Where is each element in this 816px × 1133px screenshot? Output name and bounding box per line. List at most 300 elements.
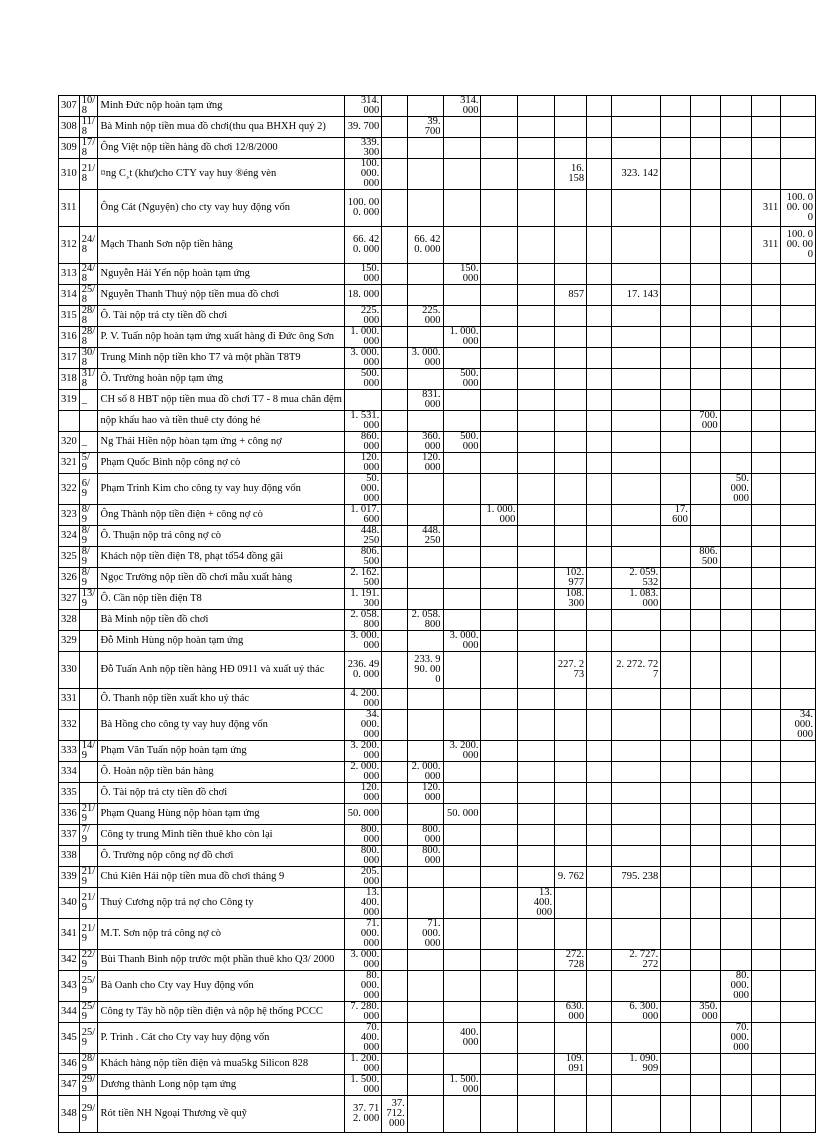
row-number: 326	[59, 568, 80, 589]
row-date: 25/ 9	[79, 1023, 98, 1054]
row-cell-c16	[751, 1054, 780, 1075]
row-cell-c14	[690, 369, 720, 390]
row-amount: 120. 000	[344, 453, 381, 474]
row-cell-c7	[443, 505, 481, 526]
row-cell-c9	[518, 825, 555, 846]
table-row	[59, 689, 816, 710]
row-description: Ô. Cần nộp tiền điện T8	[98, 589, 344, 610]
row-cell-c12	[611, 804, 660, 825]
row-amount: 2. 058. 800	[344, 610, 381, 631]
row-amount: 34. 000. 000	[344, 710, 381, 741]
row-cell-c14	[690, 348, 720, 369]
row-number: 307	[59, 96, 80, 117]
row-cell-c7	[443, 526, 481, 547]
row-cell-c15	[720, 950, 751, 971]
row-cell-c6: 800. 000	[407, 846, 443, 867]
table-row	[59, 547, 816, 568]
row-cell-c9	[518, 1096, 555, 1133]
row-cell-c10: 227. 273	[555, 652, 587, 689]
row-date: 21/ 9	[79, 804, 98, 825]
row-cell-c6	[407, 369, 443, 390]
row-cell-c8	[481, 1002, 518, 1023]
row-cell-c7	[443, 568, 481, 589]
row-cell-c5	[382, 971, 408, 1002]
row-cell-c10	[555, 1075, 587, 1096]
row-cell-c6: 39. 700	[407, 117, 443, 138]
row-number: 321	[59, 453, 80, 474]
row-cell-c13	[661, 96, 691, 117]
table-row	[59, 919, 816, 950]
row-cell-c7	[443, 919, 481, 950]
row-cell-c9	[518, 652, 555, 689]
row-cell-c14	[690, 432, 720, 453]
row-date: _	[79, 432, 98, 453]
row-cell-c7	[443, 846, 481, 867]
row-cell-c9	[518, 96, 555, 117]
row-cell-c10	[555, 1023, 587, 1054]
row-cell-c8	[481, 1075, 518, 1096]
row-cell-c17	[781, 846, 816, 867]
row-cell-c15	[720, 652, 751, 689]
row-cell-c9	[518, 846, 555, 867]
row-cell-c10	[555, 919, 587, 950]
row-cell-c6	[407, 867, 443, 888]
row-cell-c16	[751, 138, 780, 159]
row-number: 319	[59, 390, 80, 411]
table-row	[59, 804, 816, 825]
row-cell-c5	[382, 474, 408, 505]
row-amount: 66. 420. 000	[344, 227, 381, 264]
row-cell-c7	[443, 825, 481, 846]
row-cell-c6	[407, 689, 443, 710]
row-description: Phạm Trình Kim cho công ty vay huy động vốn	[98, 474, 344, 505]
table-row	[59, 526, 816, 547]
row-cell-c16	[751, 1075, 780, 1096]
row-date: 21/ 8	[79, 159, 98, 190]
row-cell-c7: 3. 000. 000	[443, 631, 481, 652]
row-cell-c10	[555, 689, 587, 710]
row-cell-c16	[751, 1023, 780, 1054]
row-cell-c13	[661, 190, 691, 227]
row-cell-c14	[690, 1096, 720, 1133]
row-cell-c9	[518, 432, 555, 453]
row-cell-c6	[407, 1054, 443, 1075]
row-cell-c8	[481, 117, 518, 138]
row-cell-c11	[587, 631, 612, 652]
row-date: 30/ 8	[79, 348, 98, 369]
row-cell-c8	[481, 867, 518, 888]
row-cell-c5	[382, 369, 408, 390]
row-description: Ông Cát (Nguyện) cho cty vay huy động vốn	[98, 190, 344, 227]
table-row	[59, 96, 816, 117]
table-row	[59, 369, 816, 390]
row-cell-c12	[611, 710, 660, 741]
row-amount: 2. 000. 000	[344, 762, 381, 783]
table-row	[59, 589, 816, 610]
row-cell-c10: 108. 300	[555, 589, 587, 610]
row-cell-c12	[611, 825, 660, 846]
row-number: 313	[59, 264, 80, 285]
row-cell-c10	[555, 631, 587, 652]
row-cell-c10	[555, 474, 587, 505]
row-cell-c5	[382, 610, 408, 631]
row-description: Phạm Quang Hùng nộp hòan tạm ứng	[98, 804, 344, 825]
row-cell-c17	[781, 390, 816, 411]
table-row	[59, 411, 816, 432]
row-amount: 3. 200. 000	[344, 741, 381, 762]
row-date: 22/ 9	[79, 950, 98, 971]
row-cell-c9	[518, 1075, 555, 1096]
row-cell-c13	[661, 526, 691, 547]
row-cell-c17	[781, 96, 816, 117]
row-cell-c11	[587, 919, 612, 950]
row-cell-c9	[518, 950, 555, 971]
row-cell-c10: 9. 762	[555, 867, 587, 888]
row-cell-c11	[587, 1054, 612, 1075]
row-cell-c8	[481, 568, 518, 589]
row-cell-c16: 311	[751, 227, 780, 264]
row-cell-c6	[407, 327, 443, 348]
row-cell-c10	[555, 227, 587, 264]
row-cell-c12: 1. 090. 909	[611, 1054, 660, 1075]
row-cell-c8	[481, 190, 518, 227]
row-cell-c15	[720, 589, 751, 610]
row-cell-c17	[781, 547, 816, 568]
row-amount: 3. 000. 000	[344, 950, 381, 971]
row-cell-c7	[443, 689, 481, 710]
row-number: 330	[59, 652, 80, 689]
row-date: 8/ 9	[79, 547, 98, 568]
row-cell-c11	[587, 526, 612, 547]
table-row	[59, 1075, 816, 1096]
row-cell-c14: 350. 000	[690, 1002, 720, 1023]
row-amount: 2. 162. 500	[344, 568, 381, 589]
row-cell-c14	[690, 919, 720, 950]
row-cell-c12	[611, 631, 660, 652]
row-cell-c12	[611, 1075, 660, 1096]
row-cell-c5	[382, 190, 408, 227]
row-cell-c8	[481, 432, 518, 453]
row-cell-c5	[382, 348, 408, 369]
row-cell-c11	[587, 610, 612, 631]
row-cell-c13: 17. 600	[661, 505, 691, 526]
row-cell-c14	[690, 159, 720, 190]
row-cell-c7	[443, 453, 481, 474]
row-cell-c13	[661, 1023, 691, 1054]
row-amount: 860. 000	[344, 432, 381, 453]
row-cell-c10	[555, 138, 587, 159]
row-cell-c11	[587, 762, 612, 783]
row-cell-c5	[382, 453, 408, 474]
row-cell-c14	[690, 783, 720, 804]
row-cell-c17	[781, 285, 816, 306]
row-cell-c15: 80. 000. 000	[720, 971, 751, 1002]
row-cell-c13	[661, 1096, 691, 1133]
row-cell-c15	[720, 138, 751, 159]
row-cell-c13	[661, 846, 691, 867]
row-cell-c8	[481, 971, 518, 1002]
row-number: 339	[59, 867, 80, 888]
row-cell-c7	[443, 589, 481, 610]
row-cell-c5	[382, 1054, 408, 1075]
row-cell-c8	[481, 783, 518, 804]
row-cell-c17	[781, 138, 816, 159]
row-cell-c9	[518, 710, 555, 741]
row-cell-c15	[720, 348, 751, 369]
row-description: Đỗ Minh Hùng nộp hoàn tạm ứng	[98, 631, 344, 652]
row-cell-c8	[481, 950, 518, 971]
row-cell-c14	[690, 589, 720, 610]
row-cell-c15	[720, 741, 751, 762]
row-cell-c15	[720, 888, 751, 919]
row-cell-c15: 50. 000. 000	[720, 474, 751, 505]
row-cell-c5	[382, 652, 408, 689]
row-cell-c12	[611, 117, 660, 138]
row-number: 324	[59, 526, 80, 547]
row-cell-c11	[587, 971, 612, 1002]
row-cell-c13	[661, 369, 691, 390]
row-cell-c5	[382, 117, 408, 138]
row-cell-c10	[555, 453, 587, 474]
row-description: Ô. Trường hoàn nộp tạm ứng	[98, 369, 344, 390]
row-cell-c5	[382, 950, 408, 971]
row-cell-c6: 120. 000	[407, 783, 443, 804]
row-date	[79, 783, 98, 804]
row-cell-c10	[555, 117, 587, 138]
table-row	[59, 867, 816, 888]
row-amount: 448. 250	[344, 526, 381, 547]
row-cell-c6	[407, 631, 443, 652]
row-description: P. Trình . Cát cho Cty vay huy động vốn	[98, 1023, 344, 1054]
row-cell-c8	[481, 138, 518, 159]
row-description: Đỗ Tuấn Anh nộp tiền hàng HĐ 0911 và xuất uỷ thác	[98, 652, 344, 689]
table-row	[59, 505, 816, 526]
row-date: 29/ 9	[79, 1096, 98, 1133]
row-description: Dương thành Long nộp tạm ứng	[98, 1075, 344, 1096]
row-cell-c17	[781, 589, 816, 610]
row-cell-c12: 2. 727. 272	[611, 950, 660, 971]
row-date: 10/ 8	[79, 96, 98, 117]
row-cell-c12	[611, 505, 660, 526]
row-cell-c11	[587, 589, 612, 610]
table-row	[59, 1002, 816, 1023]
row-cell-c10	[555, 610, 587, 631]
table-row	[59, 306, 816, 327]
row-cell-c7	[443, 971, 481, 1002]
row-cell-c13	[661, 306, 691, 327]
row-amount: 100. 000. 000	[344, 190, 381, 227]
row-cell-c7	[443, 285, 481, 306]
row-cell-c11	[587, 783, 612, 804]
row-cell-c8	[481, 348, 518, 369]
row-cell-c6: 3. 000. 000	[407, 348, 443, 369]
row-cell-c5	[382, 825, 408, 846]
row-cell-c14	[690, 846, 720, 867]
row-cell-c11	[587, 390, 612, 411]
row-cell-c13	[661, 710, 691, 741]
row-cell-c16	[751, 390, 780, 411]
row-cell-c9	[518, 327, 555, 348]
row-cell-c5	[382, 783, 408, 804]
row-cell-c7	[443, 117, 481, 138]
row-cell-c7	[443, 348, 481, 369]
row-cell-c16	[751, 306, 780, 327]
row-cell-c10	[555, 804, 587, 825]
row-cell-c10: 16. 158	[555, 159, 587, 190]
row-number: 323	[59, 505, 80, 526]
row-cell-c11	[587, 950, 612, 971]
table-row	[59, 1096, 816, 1133]
row-cell-c8	[481, 159, 518, 190]
row-cell-c16	[751, 1002, 780, 1023]
table-row	[59, 453, 816, 474]
row-cell-c5	[382, 867, 408, 888]
row-cell-c6: 448. 250	[407, 526, 443, 547]
row-number: 334	[59, 762, 80, 783]
row-cell-c13	[661, 867, 691, 888]
row-cell-c8	[481, 741, 518, 762]
row-amount: 1. 191. 300	[344, 589, 381, 610]
row-cell-c6	[407, 589, 443, 610]
row-cell-c7	[443, 652, 481, 689]
row-cell-c11	[587, 1096, 612, 1133]
row-cell-c6	[407, 1002, 443, 1023]
row-cell-c12	[611, 689, 660, 710]
row-cell-c12	[611, 327, 660, 348]
row-cell-c9	[518, 867, 555, 888]
row-description: Ngọc Trường nộp tiền đồ chơi mẫu xuất hàng	[98, 568, 344, 589]
row-cell-c15	[720, 568, 751, 589]
row-cell-c5	[382, 285, 408, 306]
table-row	[59, 825, 816, 846]
row-cell-c16	[751, 919, 780, 950]
row-cell-c17: 34. 000. 000	[781, 710, 816, 741]
row-cell-c6	[407, 1096, 443, 1133]
row-cell-c16	[751, 411, 780, 432]
row-date: 24/ 8	[79, 227, 98, 264]
row-cell-c6: 831. 000	[407, 390, 443, 411]
row-cell-c12	[611, 741, 660, 762]
row-cell-c17	[781, 411, 816, 432]
row-cell-c16	[751, 689, 780, 710]
row-cell-c17	[781, 825, 816, 846]
row-cell-c14	[690, 190, 720, 227]
row-cell-c16	[751, 474, 780, 505]
row-cell-c13	[661, 285, 691, 306]
row-description: Chú Kiên Hải nộp tiền mua đồ chơi tháng 9	[98, 867, 344, 888]
row-cell-c13	[661, 390, 691, 411]
row-cell-c14	[690, 568, 720, 589]
table-row	[59, 762, 816, 783]
row-cell-c5	[382, 846, 408, 867]
row-cell-c17	[781, 888, 816, 919]
row-cell-c9	[518, 568, 555, 589]
row-cell-c13	[661, 1075, 691, 1096]
row-date	[79, 652, 98, 689]
row-cell-c14	[690, 825, 720, 846]
row-cell-c14	[690, 741, 720, 762]
row-cell-c14	[690, 327, 720, 348]
row-cell-c17	[781, 369, 816, 390]
row-date	[79, 190, 98, 227]
row-cell-c16	[751, 568, 780, 589]
row-cell-c9	[518, 474, 555, 505]
row-cell-c12: 17. 143	[611, 285, 660, 306]
row-description: Ô. Tài nộp trả cty tiền đồ chơi	[98, 306, 344, 327]
row-number: 311	[59, 190, 80, 227]
row-amount: 50. 000. 000	[344, 474, 381, 505]
row-cell-c15	[720, 390, 751, 411]
row-cell-c7	[443, 762, 481, 783]
row-cell-c14	[690, 652, 720, 689]
row-cell-c15	[720, 1096, 751, 1133]
row-cell-c10	[555, 526, 587, 547]
row-cell-c5	[382, 888, 408, 919]
row-amount: 806. 500	[344, 547, 381, 568]
row-cell-c15	[720, 505, 751, 526]
row-cell-c15	[720, 526, 751, 547]
row-cell-c15	[720, 846, 751, 867]
row-cell-c7: 314. 000	[443, 96, 481, 117]
row-date: 8/ 9	[79, 568, 98, 589]
row-cell-c7: 500. 000	[443, 369, 481, 390]
row-cell-c13	[661, 919, 691, 950]
table-row	[59, 117, 816, 138]
row-cell-c11	[587, 369, 612, 390]
row-cell-c7	[443, 1096, 481, 1133]
row-cell-c6	[407, 741, 443, 762]
row-cell-c10	[555, 825, 587, 846]
row-cell-c8	[481, 306, 518, 327]
row-cell-c13	[661, 117, 691, 138]
row-number: 316	[59, 327, 80, 348]
row-number: 322	[59, 474, 80, 505]
row-cell-c6: 225. 000	[407, 306, 443, 327]
row-cell-c10	[555, 846, 587, 867]
row-cell-c8	[481, 327, 518, 348]
row-description: Công ty trung Minh tiền thuê kho còn lại	[98, 825, 344, 846]
row-cell-c13	[661, 1054, 691, 1075]
row-cell-c6	[407, 505, 443, 526]
row-description: Ô. Thuận nộp trả công nợ cò	[98, 526, 344, 547]
row-cell-c16	[751, 971, 780, 1002]
row-cell-c14	[690, 227, 720, 264]
row-cell-c12	[611, 1023, 660, 1054]
row-description: Ng Thái Hiền nộp hòan tạm ứng + công nợ	[98, 432, 344, 453]
row-cell-c11	[587, 547, 612, 568]
row-cell-c5	[382, 1075, 408, 1096]
row-cell-c12: 2. 272. 727	[611, 652, 660, 689]
row-description: P. V. Tuấn nộp hoàn tạm ứng xuất hàng đi Đức ông Sơn	[98, 327, 344, 348]
row-cell-c6	[407, 1075, 443, 1096]
row-cell-c15	[720, 453, 751, 474]
row-cell-c8	[481, 631, 518, 652]
row-cell-c9	[518, 1023, 555, 1054]
row-cell-c13	[661, 348, 691, 369]
table-row	[59, 568, 816, 589]
row-cell-c13	[661, 159, 691, 190]
row-cell-c8	[481, 652, 518, 689]
row-description: M.T. Sơn nộp trả công nợ cò	[98, 919, 344, 950]
row-amount: 39. 700	[344, 117, 381, 138]
table-row	[59, 138, 816, 159]
row-cell-c8	[481, 610, 518, 631]
row-cell-c7	[443, 159, 481, 190]
row-cell-c12	[611, 432, 660, 453]
row-cell-c8: 1. 000. 000	[481, 505, 518, 526]
row-number: 312	[59, 227, 80, 264]
row-cell-c16	[751, 762, 780, 783]
